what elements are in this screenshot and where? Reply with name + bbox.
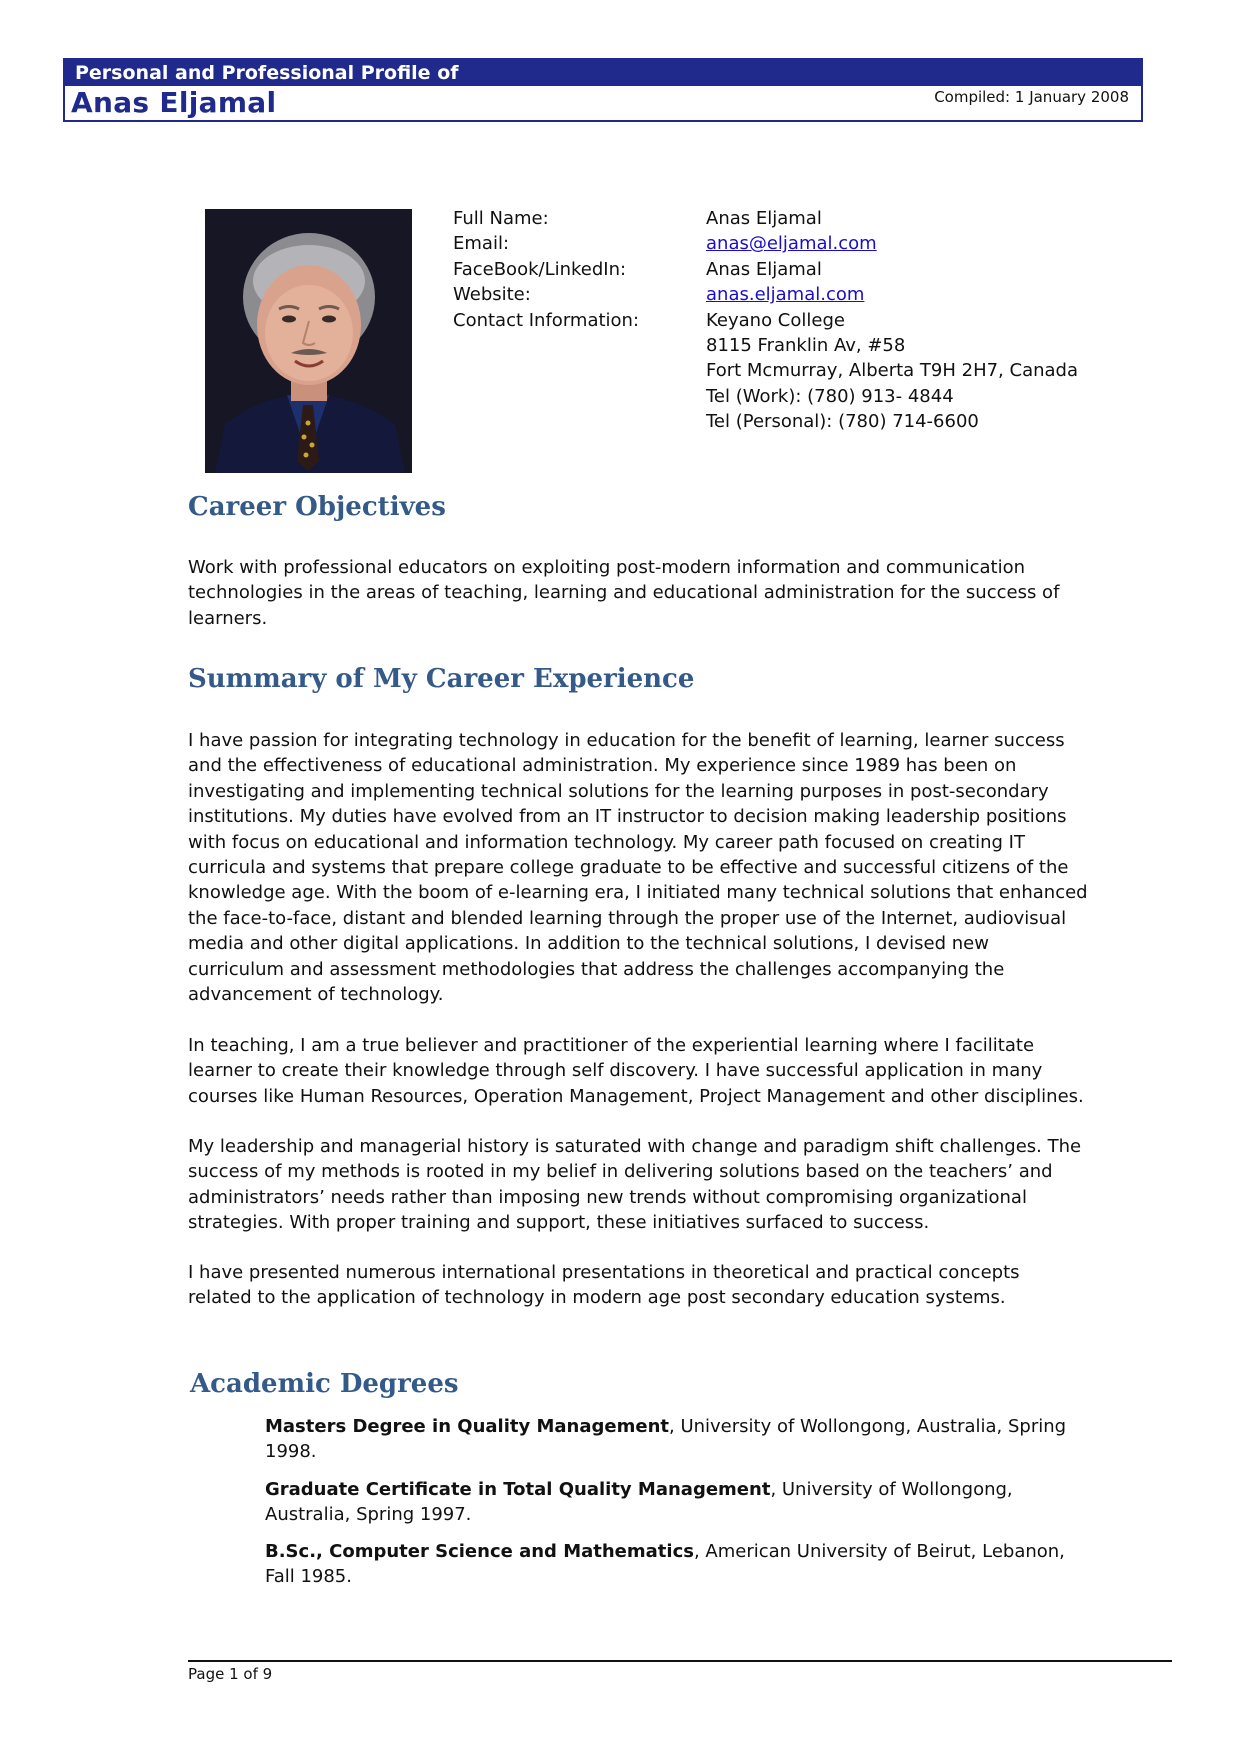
social-value: Anas Eljamal: [706, 258, 822, 280]
contact-row-full-name: [453, 206, 1078, 231]
full-name-label: Full Name:: [453, 208, 549, 229]
bullet-icon: [228, 1539, 265, 1590]
degree-detail: , American University of Beirut, Lebanon, Fall 1985.: [265, 1541, 1065, 1588]
degree-name: Graduate Certificate in Total Quality Management: [265, 1479, 771, 1500]
contact-row-website: [453, 282, 1078, 307]
summary-heading: Summary of My Career Experience: [188, 664, 695, 694]
summary-paragraph: In teaching, I am a true believer and practitioner of the experiential learning where I facilitate learner to create their knowledge through self discovery. I have successful application in many courses like Human Resources, Operation Management, Project Management and other disciplines.: [188, 1035, 1084, 1107]
degree-detail: , University of Wollongong, Australia, Spring 1997.: [265, 1479, 1013, 1526]
address-line: Tel (Personal): (780) 714-6600: [706, 411, 979, 433]
summary-paragraph: I have presented numerous international presentations in theoretical and practical concepts related to the application of technology in modern age post secondary education systems.: [188, 1262, 1020, 1309]
summary-paragraph: My leadership and managerial history is saturated with change and paradigm shift challenges. The success of my methods is rooted in my belief in delivering solutions based on the teachers’ and administrators’ needs rather than imposing new trends without compromising organizational strategies. With proper training and support, these initiatives surfaced to success.: [188, 1136, 1082, 1234]
header-name: Anas Eljamal: [71, 86, 277, 119]
academic-degrees-heading: Academic Degrees: [190, 1369, 459, 1399]
address-line: Tel (Work): (780) 913- 4844: [706, 385, 954, 407]
website-link[interactable]: anas.eljamal.com: [706, 284, 865, 306]
degree-item: [228, 1539, 1098, 1590]
header-subtitle: Personal and Professional Profile of: [75, 62, 459, 84]
social-label: FaceBook/LinkedIn:: [453, 258, 627, 280]
contact-info: [453, 206, 1078, 435]
degree-item: [228, 1414, 1098, 1465]
bullet-icon: [228, 1414, 265, 1465]
contact-row-address: [453, 308, 1078, 435]
degree-item: [228, 1477, 1098, 1528]
compiled-date: Compiled: 1 January 2008: [934, 88, 1129, 106]
summary-paragraph: I have passion for integrating technology in education for the benefit of learning, learner success and the effectiveness of educational administration. My experience since 1989 has been on investigating and implementing technical solutions for the learning purposes in post-secondary institutions. My duties have evolved from an IT instructor to decision making leadership positions with focus on educational and information technology. My career path focused on creating IT curricula and systems that prepare college graduate to be effective and successful citizens of the knowledge age. With the boom of e-learning era, I initiated many technical solutions that enhanced the face-to-face, distant and blended learning through the proper use of the Internet, audiovisual media and other digital applications. In addition to the technical solutions, I devised new curriculum and assessment methodologies that address the challenges accompanying the advancement of technology.: [188, 730, 1088, 1006]
bullet-icon: [228, 1477, 265, 1528]
degree-name: Masters Degree in Quality Management: [265, 1416, 669, 1437]
degree-detail: , University of Wollongong, Australia, Spring 1998.: [265, 1416, 1067, 1463]
address-line: 8115 Franklin Av, #58: [706, 335, 906, 357]
degree-name: B.Sc., Computer Science and Mathematics: [265, 1541, 694, 1562]
address-line: Keyano College: [706, 309, 845, 331]
address-line: Fort Mcmurray, Alberta T9H 2H7, Canada: [706, 360, 1078, 382]
email-label: Email:: [453, 233, 510, 255]
page-number: Page 1 of 9: [188, 1665, 273, 1683]
contact-row-social: [453, 257, 1078, 282]
website-label: Website:: [453, 284, 531, 306]
contact-info-label: Contact Information:: [453, 309, 640, 331]
contact-row-email: [453, 231, 1078, 256]
footer-rule: [188, 1660, 1172, 1662]
header-band: [65, 60, 1141, 86]
email-link[interactable]: anas@eljamal.com: [706, 233, 877, 255]
full-name-value: Anas Eljamal: [706, 208, 822, 229]
address-block: [706, 308, 1078, 435]
portrait-photo: [205, 209, 412, 473]
career-objectives-heading: Career Objectives: [188, 492, 446, 522]
profile-header: [63, 58, 1143, 122]
career-objectives-text: Work with professional educators on exploiting post-modern information and communication technologies in the areas of teaching, learning and educational administration for the success of learners.: [188, 557, 1060, 629]
